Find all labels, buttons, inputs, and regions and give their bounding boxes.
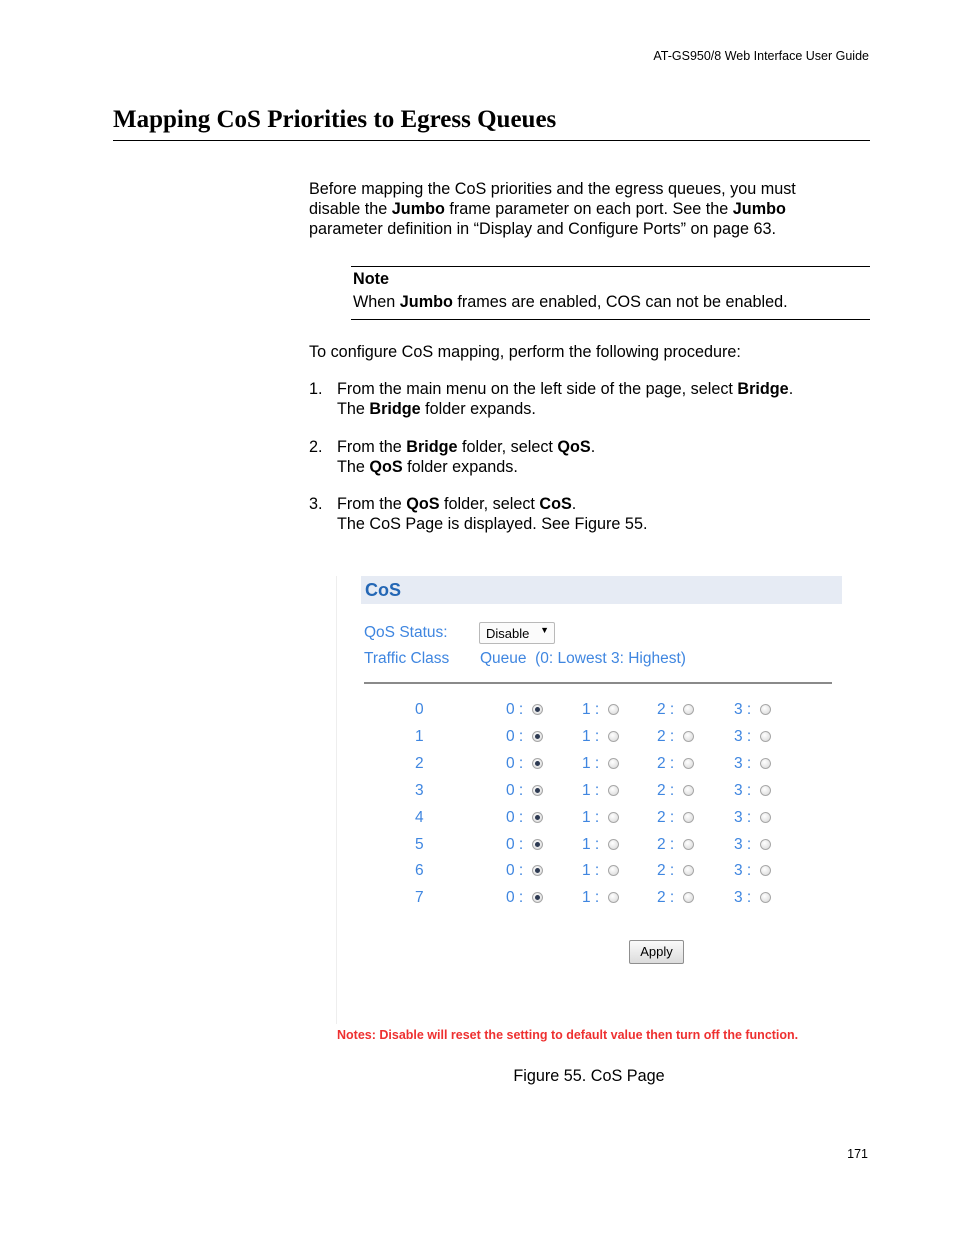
queue-option-label: 1 : bbox=[582, 727, 600, 745]
queue-radio-button[interactable] bbox=[683, 812, 694, 823]
note-text: When Jumbo frames are enabled, COS can not be enabled. bbox=[353, 293, 788, 311]
queue-option bbox=[657, 809, 694, 827]
queue-radio-button[interactable] bbox=[683, 731, 694, 742]
queue-radio-button[interactable] bbox=[683, 758, 694, 769]
page-number: 171 bbox=[847, 1147, 868, 1161]
step-text: From the QoS folder, select CoS. The CoS Page is displayed. See Figure 55. bbox=[337, 495, 648, 533]
table-row bbox=[336, 862, 846, 884]
queue-option bbox=[734, 728, 771, 746]
queue-option bbox=[506, 889, 543, 907]
queue-option bbox=[582, 782, 619, 800]
queue-option-label: 3 : bbox=[734, 889, 752, 907]
queue-radio-button[interactable] bbox=[532, 892, 543, 903]
queue-label: Queue (0: Lowest 3: Highest) bbox=[480, 650, 686, 667]
queue-option-label: 2 : bbox=[657, 754, 675, 772]
queue-option bbox=[582, 701, 619, 719]
queue-option bbox=[734, 809, 771, 827]
queue-option bbox=[734, 836, 771, 854]
queue-option bbox=[734, 701, 771, 719]
section-title: Mapping CoS Priorities to Egress Queues bbox=[113, 106, 557, 133]
queue-option-label: 3 : bbox=[734, 808, 752, 826]
queue-option-label: 1 : bbox=[582, 835, 600, 853]
queue-radio-button[interactable] bbox=[532, 731, 543, 742]
queue-option bbox=[657, 836, 694, 854]
queue-option-label: 2 : bbox=[657, 781, 675, 799]
queue-option-label: 1 : bbox=[582, 889, 600, 907]
queue-option-label: 0 : bbox=[506, 781, 524, 799]
chevron-down-icon: ▼ bbox=[540, 625, 549, 635]
queue-option bbox=[734, 862, 771, 880]
title-divider bbox=[113, 140, 870, 141]
queue-option bbox=[734, 755, 771, 773]
table-row bbox=[336, 809, 846, 831]
note-box bbox=[351, 266, 870, 320]
traffic-class-value: 3 bbox=[415, 781, 424, 799]
queue-option bbox=[506, 782, 543, 800]
queue-option bbox=[506, 836, 543, 854]
queue-radio-button[interactable] bbox=[532, 704, 543, 715]
queue-radio-button[interactable] bbox=[532, 785, 543, 796]
queue-option-label: 0 : bbox=[506, 701, 524, 718]
queue-option-label: 1 : bbox=[582, 754, 600, 772]
queue-radio-button[interactable] bbox=[683, 839, 694, 850]
queue-radio-button[interactable] bbox=[608, 892, 619, 903]
intro-paragraph: Before mapping the CoS priorities and the egress queues, you must disable the Jumbo frame parameter on each port. See the Jumbo parameter definition in “Display and Configure Ports” on page 63. bbox=[309, 180, 796, 238]
queue-radio-button[interactable] bbox=[532, 839, 543, 850]
queue-radio-button[interactable] bbox=[683, 704, 694, 715]
queue-radio-button[interactable] bbox=[760, 731, 771, 742]
queue-option bbox=[506, 862, 543, 880]
queue-radio-button[interactable] bbox=[532, 758, 543, 769]
queue-option bbox=[657, 755, 694, 773]
qos-status-select[interactable]: Disable ▼ bbox=[479, 622, 555, 644]
queue-option-label: 3 : bbox=[734, 781, 752, 799]
queue-radio-button[interactable] bbox=[608, 758, 619, 769]
traffic-class-value: 6 bbox=[415, 862, 424, 880]
traffic-class-value: 0 bbox=[415, 701, 424, 718]
queue-option bbox=[506, 809, 543, 827]
queue-option-label: 3 : bbox=[734, 835, 752, 853]
queue-radio-button[interactable] bbox=[760, 785, 771, 796]
table-row bbox=[336, 728, 846, 750]
traffic-class-value: 7 bbox=[415, 889, 424, 907]
queue-radio-button[interactable] bbox=[760, 865, 771, 876]
queue-radio-button[interactable] bbox=[683, 892, 694, 903]
queue-radio-button[interactable] bbox=[683, 785, 694, 796]
queue-option bbox=[582, 809, 619, 827]
queue-radio-button[interactable] bbox=[760, 892, 771, 903]
queue-option bbox=[657, 862, 694, 880]
queue-radio-button[interactable] bbox=[683, 865, 694, 876]
page-header-bar bbox=[361, 576, 842, 604]
queue-option-label: 0 : bbox=[506, 835, 524, 853]
queue-option-label: 2 : bbox=[657, 889, 675, 907]
queue-option-label: 3 : bbox=[734, 701, 752, 718]
traffic-class-value: 2 bbox=[415, 754, 424, 772]
queue-option bbox=[582, 836, 619, 854]
queue-option-label: 1 : bbox=[582, 862, 600, 880]
queue-radio-button[interactable] bbox=[760, 758, 771, 769]
queue-option-label: 2 : bbox=[657, 727, 675, 745]
queue-option bbox=[506, 701, 543, 719]
table-row bbox=[336, 889, 846, 911]
queue-option bbox=[657, 889, 694, 907]
queue-option-label: 0 : bbox=[506, 862, 524, 880]
queue-radio-button[interactable] bbox=[608, 839, 619, 850]
queue-radio-button[interactable] bbox=[608, 865, 619, 876]
queue-option bbox=[657, 782, 694, 800]
queue-option-label: 1 : bbox=[582, 781, 600, 799]
queue-option bbox=[734, 782, 771, 800]
queue-option-label: 2 : bbox=[657, 701, 675, 718]
queue-option bbox=[734, 889, 771, 907]
table-row bbox=[336, 701, 846, 723]
queue-option-label: 0 : bbox=[506, 889, 524, 907]
queue-radio-button[interactable] bbox=[608, 731, 619, 742]
queue-radio-button[interactable] bbox=[608, 812, 619, 823]
queue-option-label: 3 : bbox=[734, 754, 752, 772]
queue-option bbox=[582, 755, 619, 773]
queue-option-label: 1 : bbox=[582, 808, 600, 826]
queue-option-label: 0 : bbox=[506, 754, 524, 772]
queue-radio-button[interactable] bbox=[760, 839, 771, 850]
queue-option-label: 2 : bbox=[657, 835, 675, 853]
qos-status-label: QoS Status: bbox=[364, 624, 448, 641]
queue-option bbox=[506, 728, 543, 746]
header-divider bbox=[364, 682, 832, 684]
queue-option bbox=[657, 728, 694, 746]
step-text: From the Bridge folder, select QoS. The QoS folder expands. bbox=[337, 438, 596, 476]
queue-radio-button[interactable] bbox=[760, 812, 771, 823]
cos-page-figure bbox=[336, 576, 846, 1046]
note-title: Note bbox=[353, 270, 389, 288]
table-row bbox=[336, 836, 846, 858]
figure-caption: Figure 55. CoS Page bbox=[513, 1067, 665, 1085]
running-header: AT-GS950/8 Web Interface User Guide bbox=[653, 49, 869, 63]
queue-option-label: 2 : bbox=[657, 808, 675, 826]
page-heading: CoS bbox=[365, 580, 401, 600]
footnote: Notes: Disable will reset the setting to default value then turn off the function. bbox=[337, 1028, 799, 1042]
queue-radio-button[interactable] bbox=[608, 704, 619, 715]
queue-radio-button[interactable] bbox=[532, 865, 543, 876]
queue-option-label: 1 : bbox=[582, 701, 600, 718]
queue-option-label: 0 : bbox=[506, 808, 524, 826]
queue-option bbox=[582, 862, 619, 880]
traffic-class-value: 1 bbox=[415, 727, 424, 745]
apply-button[interactable]: Apply bbox=[629, 940, 684, 964]
queue-option-label: 3 : bbox=[734, 862, 752, 880]
queue-radio-button[interactable] bbox=[532, 812, 543, 823]
queue-option bbox=[582, 889, 619, 907]
table-row bbox=[336, 782, 846, 804]
table-row bbox=[336, 755, 846, 777]
step-text: From the main menu on the left side of the page, select Bridge. The Bridge folder expands. bbox=[337, 380, 794, 418]
queue-option bbox=[582, 728, 619, 746]
queue-radio-button[interactable] bbox=[608, 785, 619, 796]
queue-option bbox=[506, 755, 543, 773]
traffic-class-value: 4 bbox=[415, 808, 424, 826]
queue-option-label: 0 : bbox=[506, 727, 524, 745]
traffic-class-label: Traffic Class bbox=[364, 650, 450, 667]
queue-option bbox=[657, 701, 694, 719]
procedure-intro: To configure CoS mapping, perform the following procedure: bbox=[309, 343, 741, 361]
traffic-class-value: 5 bbox=[415, 835, 424, 853]
queue-radio-button[interactable] bbox=[760, 704, 771, 715]
queue-option-label: 3 : bbox=[734, 727, 752, 745]
queue-option-label: 2 : bbox=[657, 862, 675, 880]
